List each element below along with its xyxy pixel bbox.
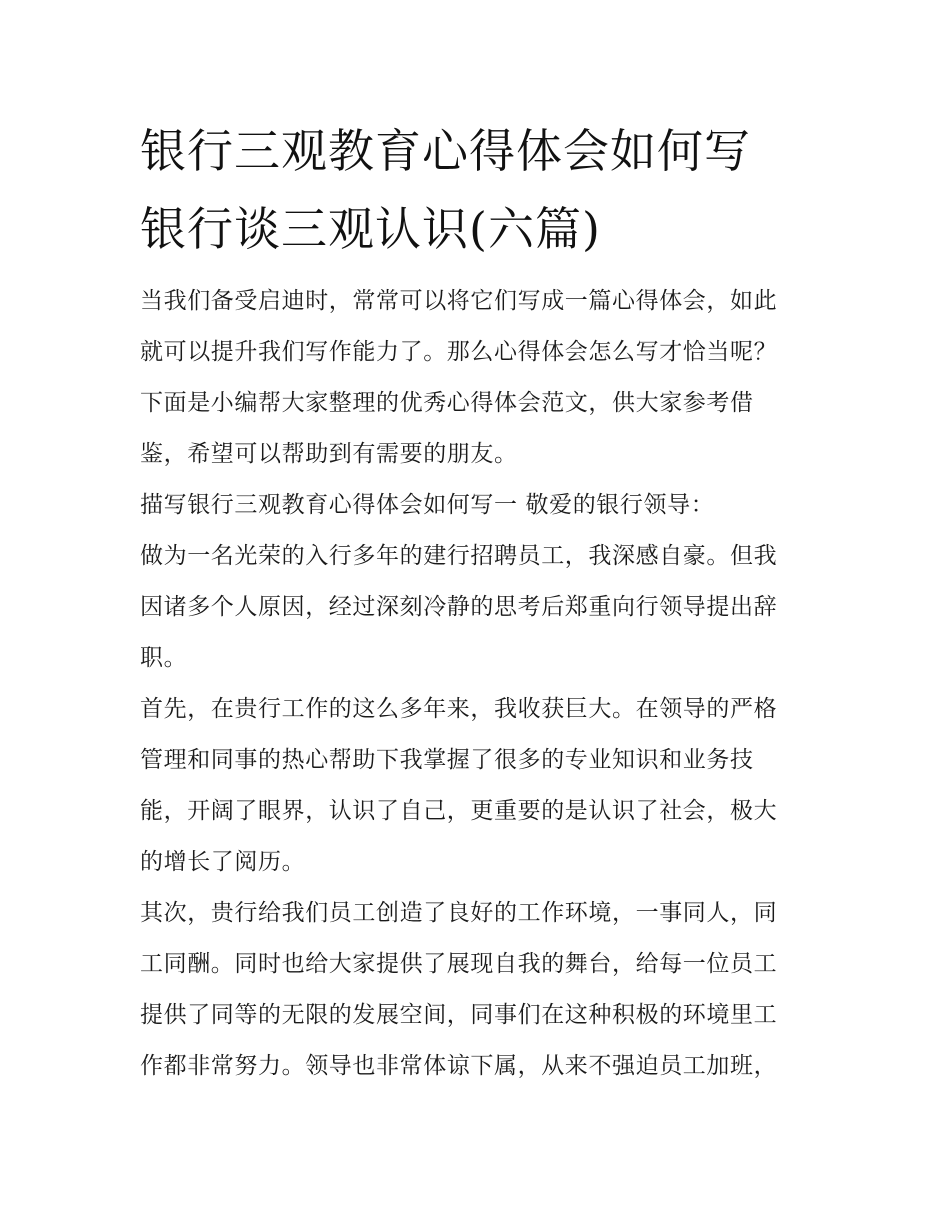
body-line: 描写银行三观教育心得体会如何写一 敬爱的银行领导：: [140, 492, 715, 518]
body-line: 下面是小编帮大家整理的优秀心得体会范文，供大家参考借: [140, 390, 754, 416]
body-line: 首先，在贵行工作的这么多年来，我收获巨大。在领导的严格: [140, 696, 778, 722]
body-line: 因诸多个人原因，经过深刻冷静的思考后郑重向行领导提出辞: [140, 594, 778, 620]
body-line: 作都非常努力。领导也非常体谅下属，从来不强迫员工加班，: [140, 1053, 778, 1079]
body-line: 能，开阔了眼界，认识了自己，更重要的是认识了社会，极大: [140, 798, 778, 824]
document-body: [140, 276, 820, 1092]
title-line-1: 银行三观教育心得体会如何写: [140, 124, 751, 178]
body-line: 做为一名光荣的入行多年的建行招聘员工，我深感自豪。但我: [140, 543, 778, 569]
body-line: 提供了同等的无限的发展空间，同事们在这种积极的环境里工: [140, 1002, 778, 1028]
body-line: 鉴，希望可以帮助到有需要的朋友。: [140, 441, 518, 467]
body-line: 的增长了阅历。: [140, 849, 306, 875]
body-line: 职。: [140, 645, 188, 671]
body-line: 当我们备受启迪时，常常可以将它们写成一篇心得体会，如此: [140, 288, 778, 314]
body-line: 管理和同事的热心帮助下我掌握了很多的专业知识和业务技: [140, 747, 754, 773]
body-line: 其次，贵行给我们员工创造了良好的工作环境，一事同人，同: [140, 900, 778, 926]
document-title: [140, 112, 830, 268]
body-line: 工同酬。同时也给大家提供了展现自我的舞台，给每一位员工: [140, 951, 778, 977]
title-line-2: 银行谈三观认识(六篇): [140, 202, 601, 256]
body-line: 就可以提升我们写作能力了。那么心得体会怎么写才恰当呢？: [140, 339, 778, 365]
